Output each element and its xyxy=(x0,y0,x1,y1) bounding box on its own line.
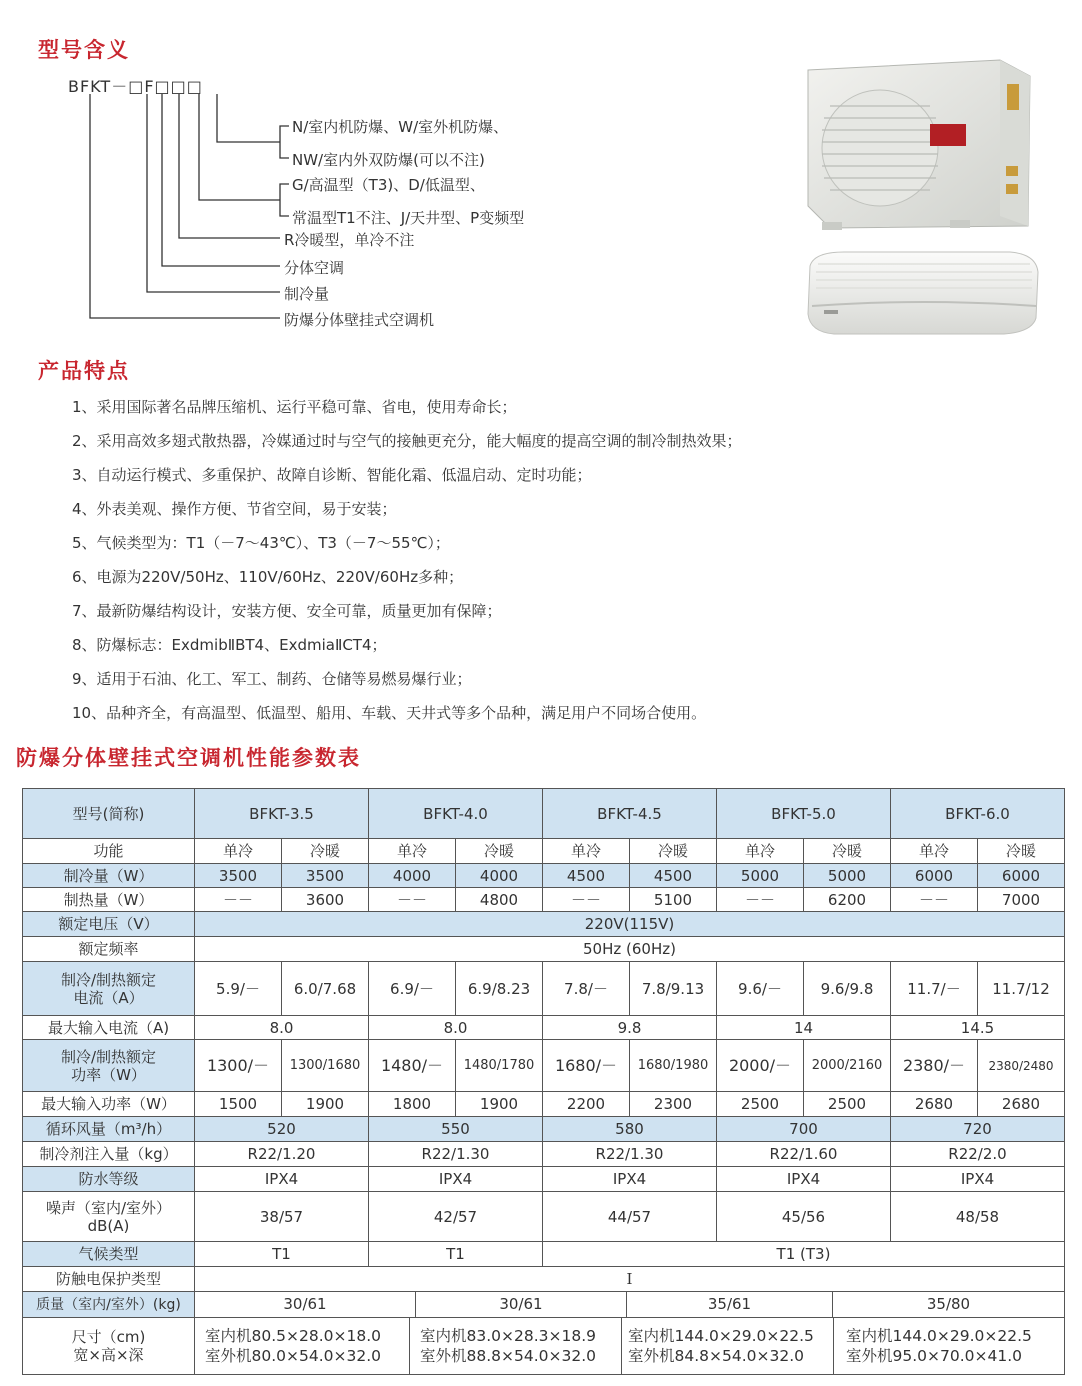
feature-item: 5、气候类型为：T1（－7～43℃）、T3（－7～55℃）； xyxy=(72,534,450,552)
row-label xyxy=(23,1040,195,1092)
table-cell: 9.6/－ xyxy=(717,962,804,1016)
table-cell: －－ xyxy=(195,888,282,912)
table-cell: 6200 xyxy=(804,888,891,912)
table-cell: 5.9/－ xyxy=(195,962,282,1016)
table-cell: 7.8/－ xyxy=(543,962,630,1016)
row-label-line: dB(A) xyxy=(87,1216,130,1235)
table-cell: R22/1.60 xyxy=(717,1142,891,1167)
table-cell: －－ xyxy=(369,888,456,912)
table-cell: 4000 xyxy=(456,864,543,888)
table-cell: 单冷 xyxy=(195,839,282,864)
table-row-climate xyxy=(23,1242,1065,1267)
table-cell: 550 xyxy=(369,1117,543,1142)
table-cell: 9.8 xyxy=(543,1016,717,1040)
table-cell: 单冷 xyxy=(543,839,630,864)
table-cell: 580 xyxy=(543,1117,717,1142)
table-cell: 5000 xyxy=(717,864,804,888)
table-row-size xyxy=(23,1318,1065,1375)
row-label: 制冷量（W） xyxy=(23,864,195,888)
table-row-refrigerant xyxy=(23,1142,1065,1167)
table-cell: 1900 xyxy=(456,1092,543,1117)
table-cell: 5100 xyxy=(630,888,717,912)
row-label: 额定频率 xyxy=(23,937,195,962)
table-row-max-current xyxy=(23,1016,1065,1040)
table-cell: 8.0 xyxy=(195,1016,369,1040)
row-label xyxy=(23,1192,195,1242)
table-cell: 8.0 xyxy=(369,1016,543,1040)
meaning-label-product: 防爆分体壁挂式空调机 xyxy=(284,311,435,329)
meaning-label-explosion-type-2: NW/室内外双防爆(可以不注) xyxy=(292,151,485,169)
model-name: BFKT-4.5 xyxy=(543,789,717,839)
table-cell: IPX4 xyxy=(891,1167,1065,1192)
table-cell: 520 xyxy=(195,1117,369,1142)
table-cell: 45/56 xyxy=(717,1192,891,1242)
table-row-airflow xyxy=(23,1117,1065,1142)
table-cell: 3500 xyxy=(282,864,369,888)
spec-table xyxy=(22,788,1065,1375)
row-label xyxy=(23,1318,195,1375)
row-label: 最大输入电流（A) xyxy=(23,1016,195,1040)
meaning-label-heating: R冷暖型，单冷不注 xyxy=(284,231,415,249)
table-cell: 720 xyxy=(891,1117,1065,1142)
table-cell: －－ xyxy=(543,888,630,912)
row-label: 制热量（W） xyxy=(23,888,195,912)
table-cell: 2680 xyxy=(891,1092,978,1117)
table-cell: I xyxy=(195,1267,1065,1292)
table-row-noise xyxy=(23,1192,1065,1242)
size-indoor: 室内机144.0×29.0×22.5 xyxy=(628,1327,814,1345)
table-cell: 7.8/9.13 xyxy=(630,962,717,1016)
model-name: BFKT-3.5 xyxy=(195,789,369,839)
row-label: 气候类型 xyxy=(23,1242,195,1267)
table-cell: 700 xyxy=(717,1117,891,1142)
meaning-label-temperature-type-2: 常温型T1不注、J/天井型、P变频型 xyxy=(292,209,525,227)
table-cell: 2300 xyxy=(630,1092,717,1117)
table-cell: 2500 xyxy=(804,1092,891,1117)
size-cell xyxy=(622,1318,834,1374)
row-label: 功能 xyxy=(23,839,195,864)
table-cell: 5000 xyxy=(804,864,891,888)
row-label-line: 制冷/制热额定 xyxy=(60,970,157,989)
table-cell: IPX4 xyxy=(195,1167,369,1192)
row-label-line: 制冷/制热额定 xyxy=(60,1047,157,1066)
table-row-cooling xyxy=(23,864,1065,888)
row-label: 最大输入功率（W） xyxy=(23,1092,195,1117)
table-cell: 6000 xyxy=(978,864,1065,888)
table-cell: IPX4 xyxy=(543,1167,717,1192)
feature-item: 4、外表美观、操作方便、节省空间，易于安装； xyxy=(72,500,397,518)
row-label xyxy=(23,962,195,1016)
row-label-line: 电流（A） xyxy=(73,988,144,1007)
table-cell: 220V(115V) xyxy=(195,912,1065,937)
table-cell: 4500 xyxy=(630,864,717,888)
table-cell: 14 xyxy=(717,1016,891,1040)
table-cell: 冷暖 xyxy=(804,839,891,864)
table-cell: 3600 xyxy=(282,888,369,912)
table-cell: 2380/－ xyxy=(891,1040,978,1092)
outdoor-unit-image xyxy=(800,56,1040,236)
table-cell: 冷暖 xyxy=(630,839,717,864)
table-cell: 2500 xyxy=(717,1092,804,1117)
table-cell: 11.7/－ xyxy=(891,962,978,1016)
feature-item: 6、电源为220V/50Hz、110V/60Hz、220V/60Hz多种； xyxy=(72,568,464,586)
table-cell: T1 xyxy=(195,1242,369,1267)
table-cell: R22/1.30 xyxy=(543,1142,717,1167)
table-cell: 6000 xyxy=(891,864,978,888)
table-cell: －－ xyxy=(717,888,804,912)
table-cell: R22/1.20 xyxy=(195,1142,369,1167)
table-row-waterproof xyxy=(23,1167,1065,1192)
table-cell: IPX4 xyxy=(717,1167,891,1192)
row-label-line: 功率（W） xyxy=(71,1065,146,1084)
table-cell: 30/61 xyxy=(195,1292,416,1317)
indoor-unit-image xyxy=(804,248,1040,336)
table-cell: 单冷 xyxy=(717,839,804,864)
table-cell: 44/57 xyxy=(543,1192,717,1242)
table-cell: 14.5 xyxy=(891,1016,1065,1040)
table-row-frequency xyxy=(23,937,1065,962)
section-title-features: 产品特点 xyxy=(38,359,130,383)
table-cell: 1680/1980 xyxy=(630,1040,717,1092)
table-cell: 2200 xyxy=(543,1092,630,1117)
table-cell: IPX4 xyxy=(369,1167,543,1192)
feature-item: 8、防爆标志：ExdmibⅡBT4、ExdmiaⅡCT4； xyxy=(72,636,387,654)
size-cell xyxy=(834,1318,1064,1374)
size-indoor: 室内机144.0×29.0×22.5 xyxy=(846,1327,1032,1345)
table-row-power xyxy=(23,1040,1065,1092)
table-cell: 7000 xyxy=(978,888,1065,912)
size-outdoor: 室外机80.0×54.0×32.0 xyxy=(205,1347,382,1365)
size-outdoor: 室外机88.8×54.0×32.0 xyxy=(420,1347,597,1365)
table-cell: 单冷 xyxy=(369,839,456,864)
table-cell: 冷暖 xyxy=(978,839,1065,864)
table-cell: 48/58 xyxy=(891,1192,1065,1242)
feature-item: 7、最新防爆结构设计，安装方便、安全可靠，质量更加有保障； xyxy=(72,602,502,620)
table-cell: 1900 xyxy=(282,1092,369,1117)
table-cell: 1680/－ xyxy=(543,1040,630,1092)
row-label-line: 宽×高×深 xyxy=(73,1346,144,1364)
size-cells-group xyxy=(195,1318,1065,1375)
meaning-label-explosion-type-1: N/室内机防爆、W/室外机防爆、 xyxy=(292,118,509,136)
table-cell: 42/57 xyxy=(369,1192,543,1242)
table-cell: 1480/1780 xyxy=(456,1040,543,1092)
feature-item: 1、采用国际著名品牌压缩机、运行平稳可靠、省电，使用寿命长； xyxy=(72,398,517,416)
table-cell: 2000/2160 xyxy=(804,1040,891,1092)
feature-item: 10、品种齐全，有高温型、低温型、船用、车载、天井式等多个品种，满足用户不同场合使用。 xyxy=(72,704,707,722)
table-cell: 1300/1680 xyxy=(282,1040,369,1092)
weight-cells-group xyxy=(195,1292,1065,1318)
table-cell: －－ xyxy=(891,888,978,912)
table-cell: 35/61 xyxy=(627,1292,833,1317)
section-title-spec-table: 防爆分体壁挂式空调机性能参数表 xyxy=(16,746,361,770)
row-label: 制冷剂注入量（kg） xyxy=(23,1142,195,1167)
table-cell: 9.6/9.8 xyxy=(804,962,891,1016)
table-row-max-power xyxy=(23,1092,1065,1117)
size-cell xyxy=(410,1318,622,1374)
size-indoor: 室内机83.0×28.3×18.9 xyxy=(420,1327,597,1345)
table-cell: 4000 xyxy=(369,864,456,888)
row-label: 防水等级 xyxy=(23,1167,195,1192)
table-cell: 6.9/8.23 xyxy=(456,962,543,1016)
size-outdoor: 室外机84.8×54.0×32.0 xyxy=(628,1347,805,1365)
table-cell: 1300/－ xyxy=(195,1040,282,1092)
table-row-heating xyxy=(23,888,1065,912)
size-cell xyxy=(195,1318,410,1374)
meaning-label-temperature-type-1: G/高温型（T3)、D/低温型、 xyxy=(292,176,485,194)
meaning-label-split: 分体空调 xyxy=(284,259,345,277)
table-cell: 30/61 xyxy=(416,1292,627,1317)
feature-item: 3、自动运行模式、多重保护、故障自诊断、智能化霜、低温启动、定时功能； xyxy=(72,466,592,484)
table-cell: 2380/2480 xyxy=(978,1040,1065,1092)
row-label: 循环风量（m³/h） xyxy=(23,1117,195,1142)
table-cell: 50Hz (60Hz) xyxy=(195,937,1065,962)
row-label: 防触电保护类型 xyxy=(23,1267,195,1292)
meaning-label-capacity: 制冷量 xyxy=(284,285,330,303)
size-indoor: 室内机80.5×28.0×18.0 xyxy=(205,1327,382,1345)
table-cell: 6.0/7.68 xyxy=(282,962,369,1016)
row-label-line: 噪声（室内/室外） xyxy=(45,1198,172,1217)
feature-item: 9、适用于石油、化工、军工、制药、仓储等易燃易爆行业； xyxy=(72,670,472,688)
table-row-voltage xyxy=(23,912,1065,937)
table-cell: 3500 xyxy=(195,864,282,888)
model-code: BFKT－□F□□□ xyxy=(68,77,203,96)
model-name: BFKT-5.0 xyxy=(717,789,891,839)
table-cell: 冷暖 xyxy=(282,839,369,864)
model-name: BFKT-4.0 xyxy=(369,789,543,839)
table-cell: 1480/－ xyxy=(369,1040,456,1092)
table-cell: 1500 xyxy=(195,1092,282,1117)
table-cell: T1 xyxy=(369,1242,543,1267)
row-label: 额定电压（V） xyxy=(23,912,195,937)
row-label: 质量（室内/室外）(kg) xyxy=(23,1292,195,1318)
feature-item: 2、采用高效多翅式散热器，冷媒通过时与空气的接触更充分，能大幅度的提高空调的制冷制热效果； xyxy=(72,432,742,450)
table-cell: 4500 xyxy=(543,864,630,888)
model-code-bracket-lines xyxy=(0,0,560,340)
row-label-line: 尺寸（cm) xyxy=(71,1328,146,1346)
model-name: BFKT-6.0 xyxy=(891,789,1065,839)
table-cell: 4800 xyxy=(456,888,543,912)
table-cell: T1 (T3) xyxy=(543,1242,1065,1267)
table-row-current xyxy=(23,962,1065,1016)
table-cell: 38/57 xyxy=(195,1192,369,1242)
table-cell: 单冷 xyxy=(891,839,978,864)
table-cell: 2680 xyxy=(978,1092,1065,1117)
table-cell: R22/1.30 xyxy=(369,1142,543,1167)
table-row-models xyxy=(23,789,1065,839)
table-cell: 6.9/－ xyxy=(369,962,456,1016)
table-row-shock xyxy=(23,1267,1065,1292)
table-cell: 1800 xyxy=(369,1092,456,1117)
table-cell: 35/80 xyxy=(926,1295,971,1313)
table-cell: 11.7/12 xyxy=(978,962,1065,1016)
header-model-label: 型号(简称) xyxy=(23,789,195,839)
section-title-model-meaning: 型号含义 xyxy=(38,38,130,62)
table-row-weight xyxy=(23,1292,1065,1318)
table-cell: 2000/－ xyxy=(717,1040,804,1092)
table-cell: R22/2.0 xyxy=(891,1142,1065,1167)
table-row-function xyxy=(23,839,1065,864)
size-outdoor: 室外机95.0×70.0×41.0 xyxy=(846,1347,1023,1365)
table-cell: 冷暖 xyxy=(456,839,543,864)
